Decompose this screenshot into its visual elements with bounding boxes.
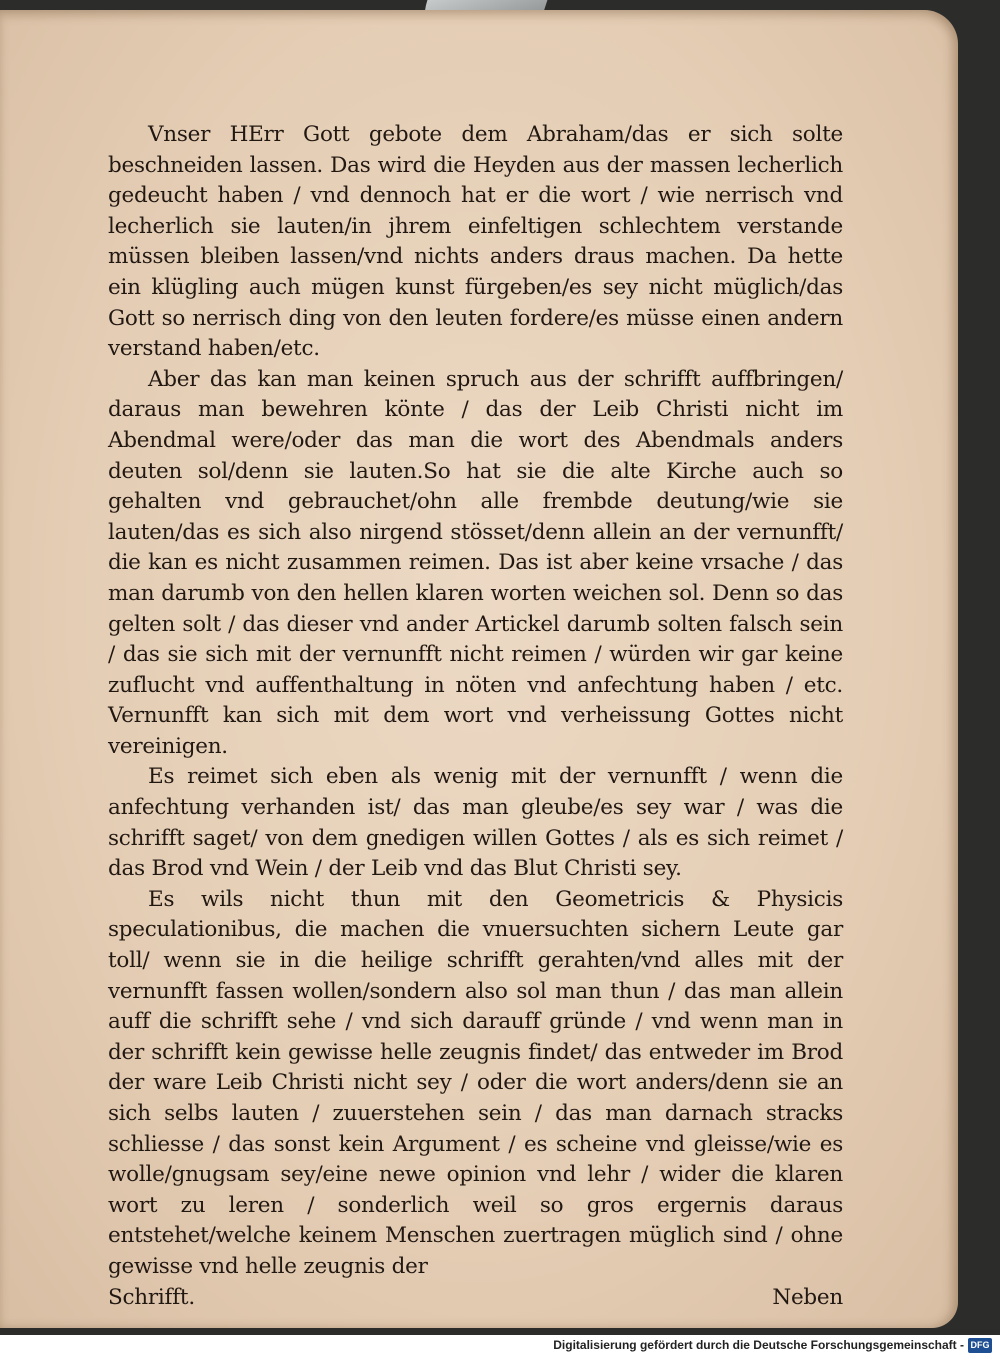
funding-credit: Digitalisierung gefördert durch die Deutsche Forschungsgemeinschaft -: [553, 1338, 964, 1352]
catchword: Neben: [772, 1284, 843, 1310]
paragraph-4: Es wils nicht thun mit den Geometricis & Physicis speculationibus, die machen die vnuersuchten sichern Leute gar toll/ wenn sie in die heilige schrifft gerahten/vnd alles mit der vernunfft fassen wollen/sondern also sol man thun / das man allein auff die schrifft sehe / vnd sich darauff gründe / vnd wenn man in der schrifft kein gewisse helle zeugnis findet/ das entweder im Brod der ware Leib Christi nicht sey / oder die wort anders/denn sie an sich selbs lauten / zuuerstehen sein / das man darnach stracks schliesse / das sonst kein Argument / es scheine vnd gleisse/wie es wolle/gnugsam sey/eine newe opinion vnd lehr / wider die klaren wort zu leren / sonderlich weil so gros ergernis daraus entstehet/welche keinem Menschen zuertragen müglich sind / ohne gewisse vnd helle zeugnis der: [108, 886, 843, 1279]
final-word: Schrifft.: [108, 1284, 195, 1310]
book-page: [0, 10, 958, 1328]
paragraph-1: Vnser HErr Gott gebote dem Abraham/das er sich solte beschneiden lassen. Das wird die Heyden aus der massen lecherlich gedeucht haben / vnd dennoch hat er die wort / wie nerrisch vnd lecherlich sie lauten/in jhrem einfeltigen schlechtem verstande müssen bleiben lassen/vnd nichts anders draus machen. Da hette ein klügling auch mügen kunst fürgeben/es sey nicht müglich/das Gott so nerrisch ding von den leuten fordere/es müsse einen andern verstand haben/etc.: [108, 122, 843, 362]
paragraph-2: Aber das kan man keinen spruch aus der schrifft auffbringen/ daraus man bewehren könte / das der Leib Christi nicht im Abendmal were/oder das man die wort des Abendmals anders deuten sol/denn sie lauten.So hat sie die alte Kirche auch so gehalten vnd gebrauchet/ohn alle frembde deutung/wie sie lauten/das es sich also nirgend stösset/denn allein an der vernunfft/ die kan es nicht zusammen reimen. Das ist aber keine vrsache / das man darumb von den hellen klaren worten weichen sol. Denn so das gelten solt / das dieser vnd ander Artickel darumb solten falsch sein / das sie sich mit der vernunfft nicht reimen / würden wir gar keine zuflucht vnd auffenthaltung in nöten vnd anfechtung haben / etc. Vernunfft kan sich mit dem wort vnd verheissung Gottes nicht vereinigen.: [108, 366, 843, 759]
footer-bar: [0, 1335, 1000, 1357]
page-text: [108, 120, 843, 1314]
dfg-logo: DFG: [968, 1338, 992, 1353]
catchword-row: [108, 1283, 843, 1314]
paragraph-3: Es reimet sich eben als wenig mit der vernunfft / wenn die anfechtung verhanden ist/ das man gleube/es sey war / was die schrifft saget/ von dem gnedigen willen Gottes / als es sich reimet / das Brod vnd Wein / der Leib vnd das Blut Christi sey.: [108, 764, 843, 882]
